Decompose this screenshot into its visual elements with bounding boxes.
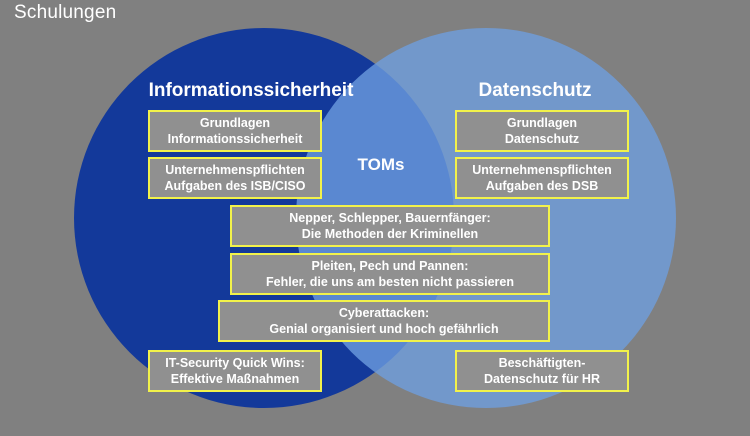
box-line: Beschäftigten- xyxy=(498,356,586,370)
box-line: Nepper, Schlepper, Bauernfänger: xyxy=(289,211,491,225)
box-line: Effektive Maßnahmen xyxy=(170,372,300,386)
box-unternehmenspflichten-isb-ciso xyxy=(148,157,322,199)
box-cyberattacken xyxy=(218,300,550,342)
box-line: Genial organisiert und hoch gefährlich xyxy=(269,322,499,336)
box-nepper-schlepper-bauernfaenger xyxy=(230,205,550,247)
box-line: Grundlagen xyxy=(506,116,578,130)
box-grundlagen-informationssicherheit xyxy=(148,110,322,152)
box-line: Pleiten, Pech und Pannen: xyxy=(311,259,469,273)
box-line: Fehler, die uns am besten nicht passieren xyxy=(266,275,514,289)
box-line: Aufgaben des ISB/CISO xyxy=(164,179,306,193)
box-line: Datenschutz xyxy=(504,132,580,146)
box-line: IT-Security Quick Wins: xyxy=(165,356,305,370)
box-line: Unternehmenspflichten xyxy=(165,163,305,177)
page-title: Schulungen xyxy=(14,2,117,23)
box-line: Die Methoden der Kriminellen xyxy=(301,227,479,241)
box-grundlagen-datenschutz xyxy=(455,110,629,152)
box-line: Informationssicherheit xyxy=(167,132,303,146)
box-line: Aufgaben des DSB xyxy=(485,179,599,193)
circle-label-informationssicherheit: Informationssicherheit xyxy=(148,80,354,101)
box-line: Datenschutz für HR xyxy=(484,372,600,386)
intersection-label-toms: TOMs xyxy=(357,155,405,174)
box-line: Cyberattacken: xyxy=(338,306,430,320)
box-it-security-quick-wins xyxy=(148,350,322,392)
box-beschaeftigten-datenschutz-hr xyxy=(455,350,629,392)
circle-label-datenschutz: Datenschutz xyxy=(478,80,592,101)
box-pleiten-pech-und-pannen xyxy=(230,253,550,295)
box-line: Unternehmenspflichten xyxy=(472,163,612,177)
box-line: Grundlagen xyxy=(199,116,271,130)
box-unternehmenspflichten-dsb xyxy=(455,157,629,199)
